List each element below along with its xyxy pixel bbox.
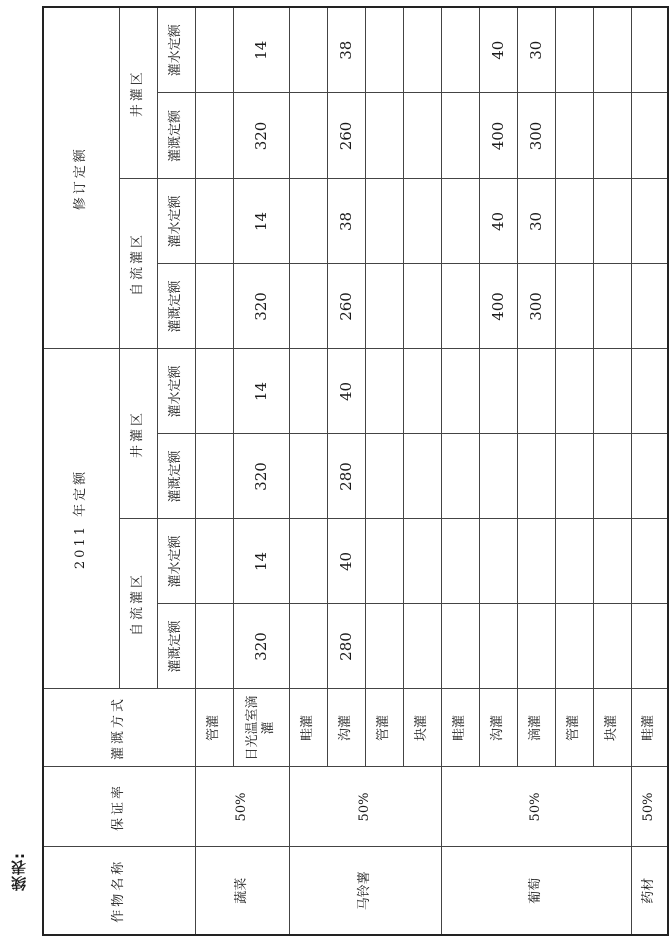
value-cell — [517, 519, 555, 604]
value-cell — [289, 179, 327, 264]
value-cell: 14 — [233, 349, 289, 434]
value-cell — [195, 434, 233, 519]
value-cell: 280 — [327, 604, 365, 689]
value-cell — [441, 349, 479, 434]
method-cell: 沟灌 — [327, 689, 365, 767]
crop-name-cell: 葡萄 — [441, 847, 631, 935]
value-cell — [441, 179, 479, 264]
value-cell — [517, 604, 555, 689]
value-cell: 38 — [327, 179, 365, 264]
value-cell: 400 — [479, 93, 517, 179]
value-cell — [365, 604, 403, 689]
table-row — [195, 7, 233, 935]
rotated-table-area — [42, 8, 657, 936]
guarantee-cell: 50% — [441, 767, 631, 847]
table-body — [195, 7, 668, 935]
value-cell — [403, 7, 441, 93]
method-cell: 日光温室滴灌 — [233, 689, 289, 767]
value-cell: 300 — [517, 264, 555, 349]
value-cell: 320 — [233, 434, 289, 519]
value-cell — [289, 93, 327, 179]
header-irrigation-method: 灌溉方式 — [43, 689, 195, 767]
method-cell: 畦灌 — [441, 689, 479, 767]
header-2011-self-flow-water-quota: 灌水定额 — [157, 519, 195, 604]
value-cell — [365, 93, 403, 179]
value-cell — [289, 519, 327, 604]
value-cell — [479, 349, 517, 434]
table-row — [441, 7, 479, 935]
value-cell — [365, 264, 403, 349]
value-cell: 400 — [479, 264, 517, 349]
value-cell — [365, 519, 403, 604]
value-cell: 30 — [517, 7, 555, 93]
value-cell — [593, 519, 631, 604]
header-quota-2011: 2011 年定额 — [43, 349, 119, 689]
value-cell — [593, 604, 631, 689]
value-cell — [365, 7, 403, 93]
header-revised-self-flow-area: 自流灌区 — [119, 179, 157, 349]
header-2011-well-irrigation-quota: 灌溉定额 — [157, 434, 195, 519]
value-cell: 30 — [517, 179, 555, 264]
header-revised-self-flow-irrigation-quota: 灌溉定额 — [157, 264, 195, 349]
value-cell — [365, 179, 403, 264]
value-cell — [441, 434, 479, 519]
value-cell — [195, 7, 233, 93]
value-cell — [517, 434, 555, 519]
value-cell — [631, 93, 668, 179]
header-2011-self-flow-irrigation-quota: 灌溉定额 — [157, 604, 195, 689]
value-cell: 280 — [327, 434, 365, 519]
header-revised-self-flow-water-quota: 灌水定额 — [157, 179, 195, 264]
value-cell — [441, 264, 479, 349]
value-cell: 14 — [233, 519, 289, 604]
value-cell: 40 — [479, 179, 517, 264]
value-cell — [631, 434, 668, 519]
method-cell: 块灌 — [593, 689, 631, 767]
value-cell — [195, 604, 233, 689]
value-cell — [403, 93, 441, 179]
value-cell: 38 — [327, 7, 365, 93]
irrigation-quota-table — [42, 6, 669, 936]
method-cell: 块灌 — [403, 689, 441, 767]
value-cell: 40 — [479, 7, 517, 93]
table-header — [43, 7, 195, 935]
value-cell: 320 — [233, 93, 289, 179]
table-row — [631, 7, 668, 935]
value-cell — [631, 264, 668, 349]
method-cell: 畦灌 — [289, 689, 327, 767]
value-cell — [365, 349, 403, 434]
value-cell — [289, 604, 327, 689]
value-cell — [403, 349, 441, 434]
value-cell — [555, 519, 593, 604]
value-cell — [441, 604, 479, 689]
value-cell — [479, 519, 517, 604]
header-quota-revised: 修订定额 — [43, 7, 119, 349]
value-cell — [593, 264, 631, 349]
value-cell — [195, 179, 233, 264]
value-cell: 320 — [233, 604, 289, 689]
value-cell: 14 — [233, 179, 289, 264]
value-cell — [403, 604, 441, 689]
value-cell — [289, 349, 327, 434]
value-cell — [631, 604, 668, 689]
value-cell — [403, 179, 441, 264]
value-cell: 40 — [327, 349, 365, 434]
header-revised-well-area: 井灌区 — [119, 7, 157, 179]
value-cell — [593, 349, 631, 434]
value-cell — [195, 264, 233, 349]
header-2011-self-flow-area: 自流灌区 — [119, 519, 157, 689]
method-cell: 管灌 — [195, 689, 233, 767]
guarantee-cell: 50% — [289, 767, 441, 847]
guarantee-cell: 50% — [631, 767, 668, 847]
value-cell: 320 — [233, 264, 289, 349]
value-cell — [631, 7, 668, 93]
value-cell — [403, 519, 441, 604]
guarantee-cell: 50% — [195, 767, 289, 847]
value-cell — [441, 7, 479, 93]
table-row — [289, 7, 327, 935]
value-cell: 14 — [233, 7, 289, 93]
value-cell — [555, 349, 593, 434]
value-cell — [593, 434, 631, 519]
value-cell — [441, 519, 479, 604]
crop-name-cell: 药材 — [631, 847, 668, 935]
header-revised-well-irrigation-quota: 灌溉定额 — [157, 93, 195, 179]
value-cell — [555, 7, 593, 93]
crop-name-cell: 蔬菜 — [195, 847, 289, 935]
value-cell — [289, 434, 327, 519]
table-rotator — [42, 8, 657, 936]
value-cell — [555, 93, 593, 179]
value-cell — [555, 434, 593, 519]
header-crop-name: 作物名称 — [43, 847, 195, 935]
value-cell — [631, 179, 668, 264]
value-cell — [289, 7, 327, 93]
value-cell: 40 — [327, 519, 365, 604]
value-cell: 300 — [517, 93, 555, 179]
value-cell — [403, 264, 441, 349]
method-cell: 畦灌 — [631, 689, 668, 767]
value-cell — [593, 93, 631, 179]
continued-label: 续表: — [10, 852, 28, 891]
method-cell: 管灌 — [365, 689, 403, 767]
value-cell — [555, 179, 593, 264]
value-cell — [289, 264, 327, 349]
method-cell: 沟灌 — [479, 689, 517, 767]
header-guarantee-rate: 保证率 — [43, 767, 195, 847]
value-cell: 260 — [327, 264, 365, 349]
value-cell — [631, 349, 668, 434]
value-cell — [195, 519, 233, 604]
value-cell: 260 — [327, 93, 365, 179]
method-cell: 滴灌 — [517, 689, 555, 767]
value-cell — [479, 434, 517, 519]
value-cell — [195, 349, 233, 434]
method-cell: 管灌 — [555, 689, 593, 767]
value-cell — [479, 604, 517, 689]
value-cell — [403, 434, 441, 519]
value-cell — [441, 93, 479, 179]
value-cell — [593, 179, 631, 264]
value-cell — [555, 604, 593, 689]
header-revised-well-water-quota: 灌水定额 — [157, 7, 195, 93]
value-cell — [631, 519, 668, 604]
header-2011-well-water-quota: 灌水定额 — [157, 349, 195, 434]
header-2011-well-area: 井灌区 — [119, 349, 157, 519]
crop-name-cell: 马铃薯 — [289, 847, 441, 935]
value-cell — [555, 264, 593, 349]
value-cell — [517, 349, 555, 434]
value-cell — [365, 434, 403, 519]
value-cell — [593, 7, 631, 93]
value-cell — [195, 93, 233, 179]
